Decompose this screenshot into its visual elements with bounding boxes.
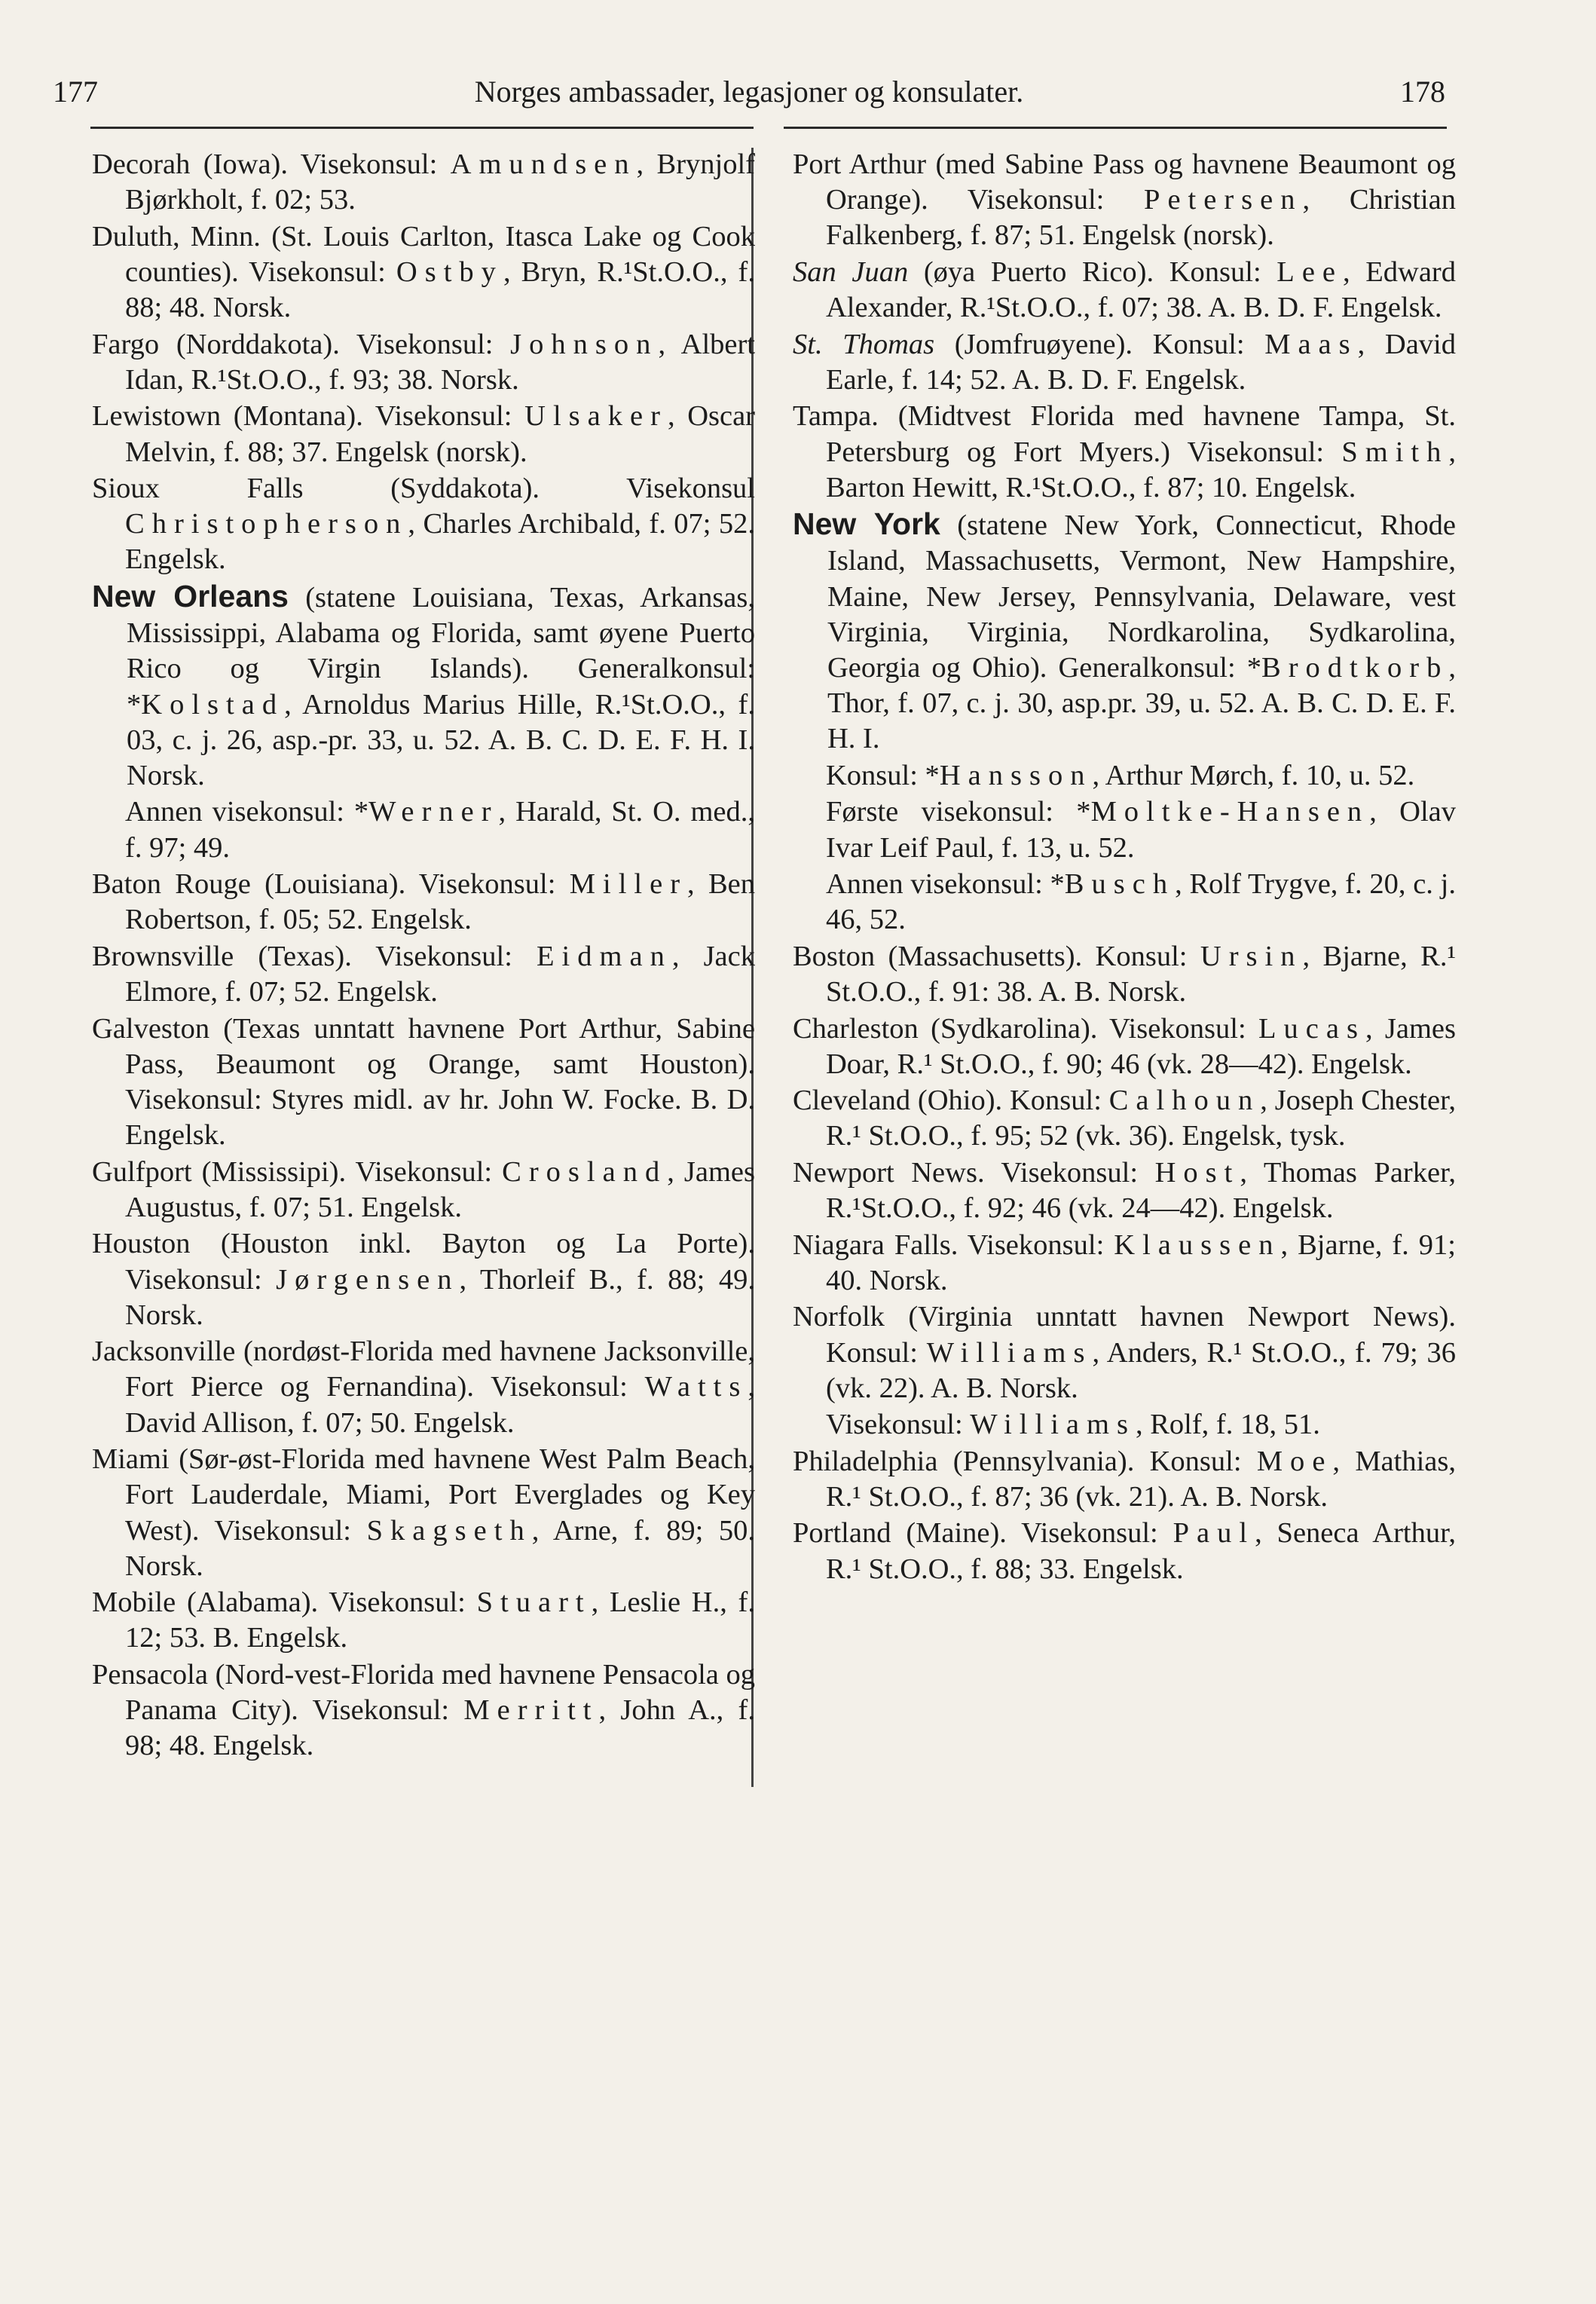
entry-details: , Seneca Arthur, R.¹ St.O.O., f. 88; 33. Engelsk.: [826, 1517, 1456, 1585]
page-number-left: 177: [53, 75, 98, 109]
entry-text: . (Midtvest Florida med havnene Tampa, St. Petersburg og Fort Myers.) Visekonsul:: [826, 400, 1456, 468]
consul-surname: Werner: [368, 796, 499, 828]
entry-text: (med Sabine Pass og havnene Beaumont og Orange). Visekonsul:: [826, 148, 1456, 216]
left-column: [92, 147, 755, 1765]
consul-surname: Maas: [1264, 328, 1358, 360]
entry-duluth: [92, 219, 755, 326]
city-name: Portland: [793, 1517, 891, 1550]
entry-text: (statene New York, Connecticut, Rhode Island, Massachusetts, Vermont, New Hampshire, Maine, New Jersey, Pennsylvania, Delaware, vest Virginia, Virginia, Nordkarolina, Sydkarolina, Georgia og Ohio). Generalkonsul: *: [827, 509, 1456, 684]
city-name: Newport News: [793, 1156, 977, 1189]
entry-gulfport: [92, 1155, 755, 1225]
entry-details: , Barton Hewitt, R.¹St.O.O., f. 87; 10. Engelsk.: [826, 436, 1456, 503]
consul-surname: Jørgensen: [276, 1263, 460, 1296]
consul-surname: Johnson: [510, 328, 659, 360]
consul-surname: Kolstad: [141, 688, 285, 721]
consul-surname: Ulsaker: [524, 400, 668, 433]
entry-details: , Olav Ivar Leif Paul, f. 13, u. 52.: [826, 796, 1456, 864]
consul-surname: Ursin: [1200, 940, 1303, 972]
entry-details: , Edward Alexander, R.¹St.O.O., f. 07; 38. A. B. D. F. Engelsk.: [826, 255, 1456, 324]
entry-miami: [92, 1442, 755, 1584]
consul-surname: Watts: [644, 1371, 748, 1403]
entry-fargo: [92, 327, 755, 398]
entry-san-juan: [793, 255, 1456, 326]
entry-details: , Arnoldus Marius Hille, R.¹St.O.O., f. 03, c. j. 26, asp.-pr. 33, u. 52. A. B. C. D. E. F. H. I. Norsk.: [127, 688, 755, 791]
entry-ny-konsul: [793, 758, 1456, 794]
consul-surname: Stuart: [476, 1586, 592, 1619]
entry-details: , David Earle, f. 14; 52. A. B. D. F. Engelsk.: [826, 328, 1456, 396]
entry-text: Annen visekonsul: *: [826, 868, 1065, 901]
entry-cleveland: [793, 1083, 1456, 1154]
city-name: Philadelphia: [793, 1445, 938, 1477]
entry-details: , Thomas Parker, R.¹St.O.O., f. 92; 46 (vk. 24—42). Engelsk.: [826, 1156, 1456, 1225]
entry-details: , Christian Falkenberg, f. 87; 51. Engelsk (norsk).: [826, 184, 1456, 252]
city-name: Mobile: [92, 1586, 176, 1619]
entry-text: (Iowa). Visekonsul:: [190, 148, 451, 180]
consul-surname: Lucas: [1258, 1012, 1365, 1045]
city-name: New Orleans: [92, 578, 289, 613]
entry-text: (Montana). Visekonsul:: [221, 400, 525, 433]
entry-details: , Bjarne, R.¹ St.O.O., f. 91: 38. A. B. Norsk.: [826, 940, 1456, 1008]
entry-details: , Albert Idan, R.¹St.O.O., f. 93; 38. Norsk.: [125, 328, 755, 396]
consul-surname: Brodtkorb: [1261, 652, 1449, 684]
page-header: [53, 69, 1445, 115]
city-name: Charleston: [793, 1012, 919, 1045]
entry-text: (Ohio). Konsul:: [910, 1085, 1109, 1117]
entry-details: , Oscar Melvin, f. 88; 37. Engelsk (norsk).: [125, 400, 755, 468]
entry-text: . Visekonsul:: [950, 1228, 1114, 1261]
entry-details: , Arthur Mørch, f. 10, u. 52.: [1092, 759, 1415, 791]
consul-surname: Paul: [1173, 1517, 1255, 1550]
city-name: Gulfport: [92, 1155, 192, 1188]
city-name: Brownsville: [92, 940, 234, 972]
entry-text: Visekonsul:: [826, 1409, 971, 1441]
consul-surname: Hansson: [939, 759, 1093, 791]
consul-surname: Host: [1154, 1156, 1240, 1189]
consul-surname: Miller: [569, 868, 688, 901]
entry-details: , Anders, R.¹ St.O.O., f. 79; 36 (vk. 22). A. B. Norsk.: [826, 1336, 1456, 1404]
entry-details: , Arne, f. 89; 50. Norsk.: [125, 1514, 755, 1582]
entry-text: (Syddakota). Visekonsul: [303, 473, 756, 505]
entry-new-york: [793, 506, 1456, 757]
entry-text: (Norddakota). Visekonsul:: [159, 328, 511, 360]
entry-details: , Brynjolf Bjørkholt, f. 02; 53.: [125, 148, 755, 216]
entry-pensacola: [92, 1657, 755, 1764]
entry-newport-news: [793, 1155, 1456, 1226]
city-name: Lewistown: [92, 400, 222, 433]
entry-text: (Sør-øst-Florida med havnene West Palm Beach, Fort Lauderdale, Miami, Port Everglades og Key West). Visekonsul:: [125, 1443, 755, 1547]
entry-details: , Mathias, R.¹ St.O.O., f. 87; 36 (vk. 21). A. B. Norsk.: [826, 1445, 1456, 1513]
consul-surname: Calhoun: [1108, 1085, 1261, 1117]
consul-surname: Amundsen: [450, 148, 637, 180]
page-title: Norges ambassader, legasjoner og konsulater.: [474, 75, 1024, 109]
city-name: Tampa: [793, 400, 872, 433]
entry-jacksonville: [92, 1334, 755, 1441]
city-name: Decorah: [92, 148, 191, 180]
entry-galveston: [92, 1011, 755, 1154]
entry-text: (Alabama). Visekonsul:: [176, 1586, 477, 1619]
city-name: Duluth, Minn.: [92, 220, 261, 252]
consul-surname: Eidman: [537, 940, 672, 972]
entry-text: Konsul: *: [826, 759, 940, 791]
header-rule-right: [784, 127, 1447, 129]
city-name: Jacksonville: [92, 1336, 236, 1368]
entry-text: . Visekonsul:: [977, 1156, 1155, 1189]
entry-norfolk: [793, 1299, 1456, 1406]
entry-details: , Thor, f. 07, c. j. 30, asp.pr. 39, u. 52. A. B. C. D. E. F. H. I.: [827, 652, 1456, 755]
entry-new-orleans: [92, 579, 755, 794]
city-name: Cleveland: [793, 1085, 911, 1117]
consul-surname: Crosland: [502, 1155, 668, 1188]
consul-surname: Williams: [970, 1409, 1136, 1441]
entry-sioux-falls: [92, 471, 755, 578]
entry-details: , Bjarne, f. 91; 40. Norsk.: [826, 1228, 1456, 1296]
entry-text: (nordøst-Florida med havnene Jacksonville, Fort Pierce og Fernandina). Visekonsul:: [125, 1336, 755, 1403]
entry-details: , Leslie H., f. 12; 53. B. Engelsk.: [125, 1586, 755, 1654]
entry-text: (Nord-vest-Florida med havnene Pensacola og Panama City). Visekonsul:: [125, 1658, 755, 1727]
consul-surname: Christopherson: [125, 508, 408, 540]
city-name: Norfolk: [793, 1301, 885, 1333]
entry-text: (Maine). Visekonsul:: [891, 1517, 1173, 1550]
entry-boston: [793, 939, 1456, 1010]
entry-brownsville: [92, 939, 755, 1010]
consul-surname: Ostby: [396, 255, 503, 288]
consul-surname: Moltke-Hansen: [1090, 796, 1370, 828]
entry-text: Første visekonsul: *: [826, 796, 1091, 828]
entry-text: (Pennsylvania). Konsul:: [937, 1445, 1257, 1477]
entry-details: , Rolf Trygve, f. 20, c. j. 46, 52.: [826, 868, 1456, 936]
entry-text: (Mississipi). Visekonsul:: [191, 1155, 503, 1188]
entry-text: (Houston inkl. Bayton og La Porte). Visekonsul:: [125, 1228, 755, 1296]
entry-portland: [793, 1516, 1456, 1586]
city-name: San Juan: [793, 255, 909, 288]
city-name: Miami: [92, 1443, 170, 1476]
entry-text: Annen visekonsul: *: [125, 796, 369, 828]
consul-surname: Moe: [1256, 1445, 1333, 1477]
entry-text: (Sydkarolina). Visekonsul:: [918, 1012, 1258, 1045]
city-name: Baton Rouge: [92, 868, 251, 901]
entry-text: (Jomfruøyene). Konsul:: [934, 328, 1265, 360]
entry-mobile: [92, 1585, 755, 1656]
entry-details: , David Allison, f. 07; 50. Engelsk.: [125, 1371, 755, 1439]
consul-surname: Busch: [1064, 868, 1176, 901]
city-name: St. Thomas: [793, 328, 935, 360]
header-rule-left: [90, 127, 754, 129]
consul-surname: Skagseth: [366, 1514, 532, 1547]
city-name: Pensacola: [92, 1658, 208, 1691]
entry-tampa: [793, 399, 1456, 506]
entry-text: (øya Puerto Rico). Konsul:: [908, 255, 1277, 288]
entry-niagara-falls: [793, 1228, 1456, 1299]
consul-surname: Merritt: [463, 1694, 599, 1727]
entry-details: , Rolf, f. 18, 51.: [1135, 1409, 1320, 1441]
entry-text: (Louisiana). Visekonsul:: [250, 868, 570, 901]
entry-philadelphia: [793, 1444, 1456, 1515]
city-name: Houston: [92, 1228, 191, 1260]
entry-houston: [92, 1226, 755, 1333]
entry-norfolk-vise: [793, 1407, 1456, 1443]
entry-details: , James Augustus, f. 07; 51. Engelsk.: [125, 1155, 756, 1223]
entry-details: , Charles Archibald, f. 07; 52. Engelsk.: [125, 508, 755, 576]
entry-port-arthur: [793, 147, 1456, 254]
entry-details: , John A., f. 98; 48. Engelsk.: [125, 1694, 755, 1762]
consul-surname: Smith: [1341, 436, 1449, 468]
entry-ny-forste: [793, 794, 1456, 865]
entry-charleston: [793, 1011, 1456, 1082]
entry-details: , Joseph Chester, R.¹ St.O.O., f. 95; 52 (vk. 36). Engelsk, tysk.: [826, 1085, 1456, 1152]
consul-surname: Klaussen: [1114, 1228, 1281, 1261]
entry-details: , Harald, St. O. med., f. 97; 49.: [125, 796, 755, 864]
city-name: Boston: [793, 940, 876, 972]
entry-decorah: [92, 147, 755, 218]
city-name: Port Arthur: [793, 148, 927, 180]
entry-text: (statene Louisiana, Texas, Arkansas, Mississippi, Alabama og Florida, samt øyene Puerto Rico og Virgin Islands). Generalkonsul: *: [127, 581, 756, 721]
right-column: [793, 147, 1456, 1588]
entry-ny-annen: [793, 867, 1456, 938]
entry-details: , Thorleif B., f. 88; 49. Norsk.: [125, 1263, 755, 1331]
entry-st-thomas: [793, 327, 1456, 398]
consul-surname: Lee: [1276, 255, 1344, 288]
entry-details: , James Doar, R.¹ St.O.O., f. 90; 46 (vk. 28—42). Engelsk.: [826, 1012, 1456, 1080]
entry-text: (Texas unntatt havnene Port Arthur, Sabine Pass, Beaumont og Orange, samt Houston). Visekonsul: Styres midl. av hr. John W. Focke. B. D. Engelsk.: [125, 1012, 755, 1152]
entry-details: , Bryn, R.¹St.O.O., f. 88; 48. Norsk.: [125, 255, 755, 324]
entry-new-orleans-vise: [92, 794, 755, 865]
consul-surname: Williams: [926, 1336, 1093, 1369]
entry-text: (Texas). Visekonsul:: [234, 940, 537, 972]
city-name: Fargo: [92, 328, 160, 360]
entry-text: (Virginia unntatt havnen Newport News). Konsul:: [826, 1301, 1456, 1369]
entry-details: , Ben Robertson, f. 05; 52. Engelsk.: [125, 868, 755, 936]
entry-lewistown: [92, 399, 755, 470]
entry-text: (Massachusetts). Konsul:: [875, 940, 1200, 972]
entry-details: , Jack Elmore, f. 07; 52. Engelsk.: [125, 940, 755, 1008]
city-name: Sioux Falls: [92, 473, 304, 505]
consul-surname: Petersen: [1144, 184, 1303, 216]
city-name: Galveston: [92, 1012, 210, 1045]
entry-baton-rouge: [92, 867, 755, 938]
city-name: New York: [793, 506, 940, 542]
entry-text: (St. Louis Carlton, Itasca Lake og Cook counties). Visekonsul:: [125, 220, 755, 288]
page-number-right: 178: [1400, 75, 1445, 109]
city-name: Niagara Falls: [793, 1228, 951, 1261]
